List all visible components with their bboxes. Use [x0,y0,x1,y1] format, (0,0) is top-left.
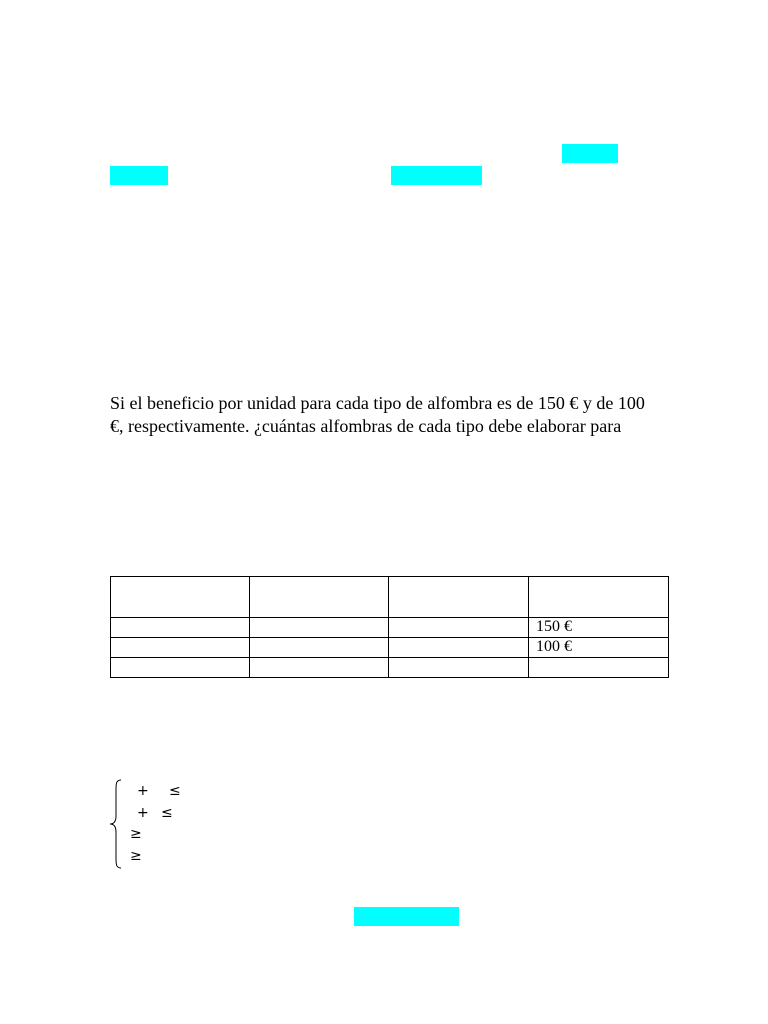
system-row2-plus: + [137,805,149,821]
table-cell [111,658,250,678]
table-cell [250,618,389,638]
highlight-block-3 [391,166,482,185]
table-cell [389,638,529,658]
table-cell [389,618,529,638]
table-header-cell [250,577,389,618]
system-row2-symbol: ≤ [161,805,173,821]
table-header-row [111,577,669,618]
table-header-cell [111,577,250,618]
table-cell [389,658,529,678]
paragraph-line-1: Si el beneficio por unidad para cada tipo de alfombra es de 150 € y de 100 [110,393,645,413]
system-row4-symbol: ≥ [130,848,142,864]
system-row3-symbol: ≥ [130,826,142,842]
table-cell: 150 € [529,618,669,638]
table-header-cell [529,577,669,618]
system-row1-symbol: ≤ [169,783,181,799]
table-cell: 100 € [529,638,669,658]
table-cell [111,638,250,658]
data-table [110,576,669,678]
table-row [111,638,669,658]
system-row1-plus: + [137,783,149,799]
highlight-block-2 [110,166,168,185]
table-cell [111,618,250,638]
table-cell [250,658,389,678]
paragraph-line-2: €, respectivamente. ¿cuántas alfombras de cada tipo debe elaborar para [110,416,622,436]
highlight-block-4 [354,907,459,926]
table-cell [250,638,389,658]
left-brace-icon [108,778,124,870]
highlight-block-1 [562,144,618,163]
table-row [111,658,669,678]
table-header-cell [389,577,529,618]
table-cell [529,658,669,678]
table-row [111,618,669,638]
problem-paragraph [110,392,670,438]
